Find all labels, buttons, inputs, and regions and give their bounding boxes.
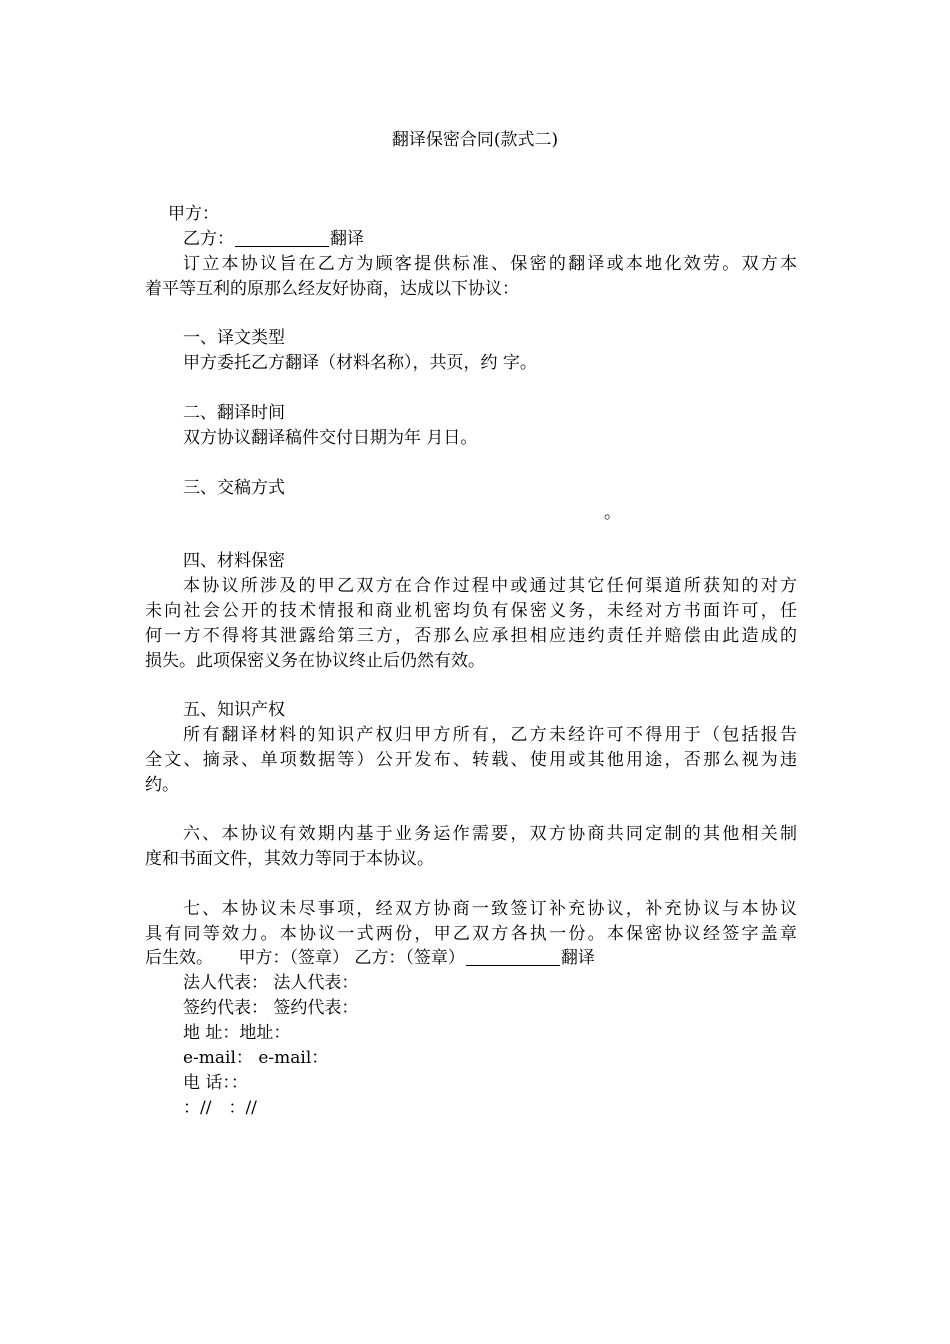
section-6-line-2: 度和书面文件，其效力等同于本协议。	[145, 849, 434, 869]
party-a-line: 甲方：	[168, 204, 219, 224]
section-5-line-3: 约。	[145, 775, 179, 795]
section-6-line-1: 六、本协议有效期内基于业务运作需要，双方协商共同定制的其他相关制	[183, 824, 797, 844]
section-3-body: 。	[604, 503, 621, 523]
intro-line-1: 订立本协议旨在乙方为顾客提供标准、保密的翻译或本地化效劳。双方本	[183, 254, 797, 274]
section-7-line-1: 七、本协议未尽事项，经双方协商一致签订补充协议，补充协议与本协议	[183, 899, 797, 919]
section-1-heading: 一、译文类型	[183, 328, 285, 348]
section-3-heading: 三、交稿方式	[183, 478, 285, 498]
party-b-suffix: 翻译	[330, 229, 364, 249]
section-5-line-1: 所有翻译材料的知识产权归甲方所有，乙方未经许可不得用于（包括报告	[183, 725, 797, 745]
signature-legal-rep: 法人代表： 法人代表：	[183, 973, 359, 993]
section-2-body: 双方协议翻译稿件交付日期为年 月日。	[183, 428, 478, 448]
signature-party-b-blank	[466, 947, 560, 966]
signature-url: ：// ：//	[183, 1098, 257, 1118]
section-7-line-3	[145, 946, 595, 971]
signature-phone: 电 话：：	[183, 1073, 248, 1093]
section-5-line-2: 全文、摘录、单项数据等）公开发布、转载、使用或其他用途，否那么视为违	[145, 750, 797, 770]
section-4-line-3: 何一方不得将其泄露给第三方，否那么应承担相应违约责任并赔偿由此造成的	[145, 626, 797, 646]
section-7-line-3-text: 后生效。 甲方：（签章） 乙方：（签章）	[145, 948, 465, 968]
section-4-line-2: 未向社会公开的技术情报和商业机密均负有保密义务，未经对方书面许可，任	[145, 601, 797, 621]
intro-line-2: 着平等互利的原那么经友好协商，达成以下协议：	[145, 279, 519, 299]
section-4-line-1: 本协议所涉及的甲乙双方在合作过程中或通过其它任何渠道所获知的对方	[183, 576, 797, 596]
party-b-label: 乙方：	[183, 229, 234, 249]
document-title: 翻译保密合同(款式二)	[391, 130, 559, 150]
section-2-heading: 二、翻译时间	[183, 403, 285, 423]
section-7-line-2: 具有同等效力。本协议一式两份，甲乙双方各执一份。本保密协议经签字盖章	[145, 924, 797, 944]
section-1-body: 甲方委托乙方翻译（材料名称），共页，约 字。	[183, 353, 537, 373]
section-5-heading: 五、知识产权	[183, 700, 285, 720]
section-7-line-3-suffix: 翻译	[560, 948, 595, 968]
signature-address: 地 址：地址：	[183, 1023, 291, 1043]
section-4-heading: 四、材料保密	[183, 551, 285, 571]
party-b-blank	[235, 228, 329, 247]
party-b-line	[183, 227, 364, 252]
signature-sign-rep: 签约代表： 签约代表：	[183, 998, 359, 1018]
section-4-line-4: 损失。此项保密义务在协议终止后仍然有效。	[145, 651, 485, 671]
signature-email: e-mail： e-mail：	[183, 1048, 329, 1068]
